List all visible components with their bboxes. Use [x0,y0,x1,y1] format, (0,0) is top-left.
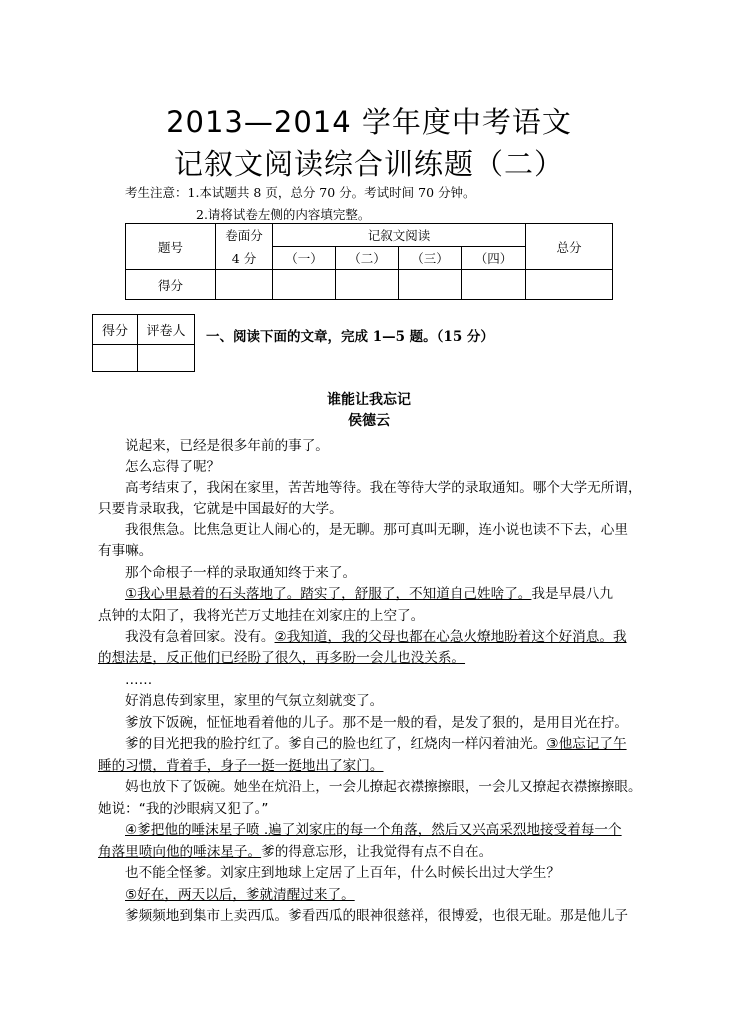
exam-title-line2: 记叙文阅读综合训练题（二） [173,147,564,181]
article-line [98,520,643,540]
line-text: 好消息传到家里，家里的气氛立刻就变了。 [125,693,384,709]
article-line [98,734,643,754]
underlined-sentence: ④爹把他的唾沫星子喷 .遍了刘家庄的每一个角落，然后又兴高采烈地接受着每一个 [125,822,622,838]
article-line [98,499,643,519]
article-line [98,457,643,477]
article-line [98,436,643,456]
article-line [98,691,643,711]
line-text: …… [125,672,153,688]
grader-cell-score[interactable] [93,345,138,372]
score-subheader-1: （一） [273,247,336,270]
score-header-paper: 卷面分 [216,224,273,247]
article-line [98,842,643,862]
score-table [125,223,613,300]
score-header-total: 总分 [526,224,613,270]
line-text: 我是早晨八九 [531,586,613,602]
line-text: 怎么忘得了呢？ [125,459,221,475]
line-text: 点钟的太阳了，我将光芒万丈地挂在刘家庄的上空了。 [98,608,425,624]
article-title: 谁能让我忘记 [327,392,411,408]
article-line [98,906,643,926]
underlined-sentence: 的想法是，反正他们已经盼了很久，再多盼一会儿也没关系。 [98,650,466,666]
score-cell-1[interactable] [273,270,336,300]
line-text: 说起来，已经是很多年前的事了。 [125,438,329,454]
score-header-number: 题号 [126,224,216,270]
line-text: 爹的目光把我的脸拧红了。爹自己的脸也红了，红烧肉一样闪着油光。 [125,736,547,752]
article-line [98,820,643,840]
article-line [98,541,643,561]
article-line [98,777,643,797]
article-line [98,648,643,668]
article-author: 侯德云 [348,413,390,429]
article-line [98,478,643,498]
line-text: 高考结束了，我闲在家里，苦苦地等待。我在等待大学的录取通知。哪个大学无所谓， [125,480,642,496]
line-text: 爹的得意忘形，让我觉得有点不自在。 [261,844,493,860]
score-cell-2[interactable] [336,270,399,300]
line-text: 她说：“我的沙眼病又犯了。” [98,801,269,817]
line-text: 那个命根子一样的录取通知终于来了。 [125,565,357,581]
grader-table [92,314,195,372]
score-subheader-2: （二） [336,247,399,270]
score-header-reading: 记叙文阅读 [273,224,526,247]
underlined-sentence: ①我心里悬着的石头落地了。踏实了，舒服了，不知道自己姓啥了。 [125,586,532,602]
exam-title-line1: 2013—2014 学年度中考语文 [166,105,572,139]
article-line [98,713,643,733]
underlined-sentence: ⑤好在，两天以后，爹就清醒过来了。 [125,887,355,903]
notice-line2: 2.请将试卷左侧的内容填完整。 [196,207,371,222]
grader-header-grader: 评卷人 [138,315,195,345]
line-text: 也不能全怪爹。刘家庄到地球上定居了上百年，什么时候长出过大学生？ [125,865,560,881]
line-text: 有事嘛。 [98,543,153,559]
article-line [98,885,643,905]
article-line [98,627,643,647]
score-subheader-4: （四） [462,247,526,270]
line-text: 只要肯录取我，它就是中国最好的大学。 [98,501,343,517]
underlined-sentence: 睡的习惯，背着手，身子一挺一挺地出了家门。 [98,758,384,774]
question-title: 一、阅读下面的文章，完成 1—5 题。（15 分） [206,329,494,345]
line-text: 妈也放下了饭碗。她坐在炕沿上，一会儿撩起衣襟擦擦眼，一会儿又撩起衣襟擦擦眼。 [125,779,642,795]
underlined-sentence: 角落里喷向他的唾沫星子。 [98,844,262,860]
article-line [98,670,643,690]
score-header-paper-value: 4 分 [216,247,273,270]
article-line [98,799,643,819]
score-cell-total[interactable] [526,270,613,300]
line-text: 爹频频地到集市上卖西瓜。爹看西瓜的眼神很慈祥，很博爱，也很无耻。那是他儿子 [125,908,628,924]
score-subheader-3: （三） [399,247,462,270]
score-cell-3[interactable] [399,270,462,300]
article-line [98,606,643,626]
line-text: 我很焦急。比焦急更让人闹心的，是无聊。那可真叫无聊，连小说也读不下去，心里 [125,522,628,538]
article-line [98,584,643,604]
score-cell-paper[interactable] [216,270,273,300]
notice-line1: 考生注意：1.本试题共 8 页，总分 70 分。考试时间 70 分钟。 [125,185,476,200]
score-cell-4[interactable] [462,270,526,300]
article-line [98,563,643,583]
grader-cell-grader[interactable] [138,345,195,372]
underlined-sentence: ②我知道，我的父母也都在心急火燎地盼着这个好消息。我 [274,629,627,645]
line-text: 我没有急着回家。没有。 [125,629,275,645]
article-line [98,756,643,776]
underlined-sentence: ③他忘记了午 [546,736,627,752]
grader-header-score: 得分 [93,315,138,345]
line-text: 爹放下饭碗，怔怔地看着他的儿子。那不是一般的看，是发了狠的，是用目光在拧。 [125,715,628,731]
score-row-label: 得分 [126,270,216,300]
article-line [98,863,643,883]
